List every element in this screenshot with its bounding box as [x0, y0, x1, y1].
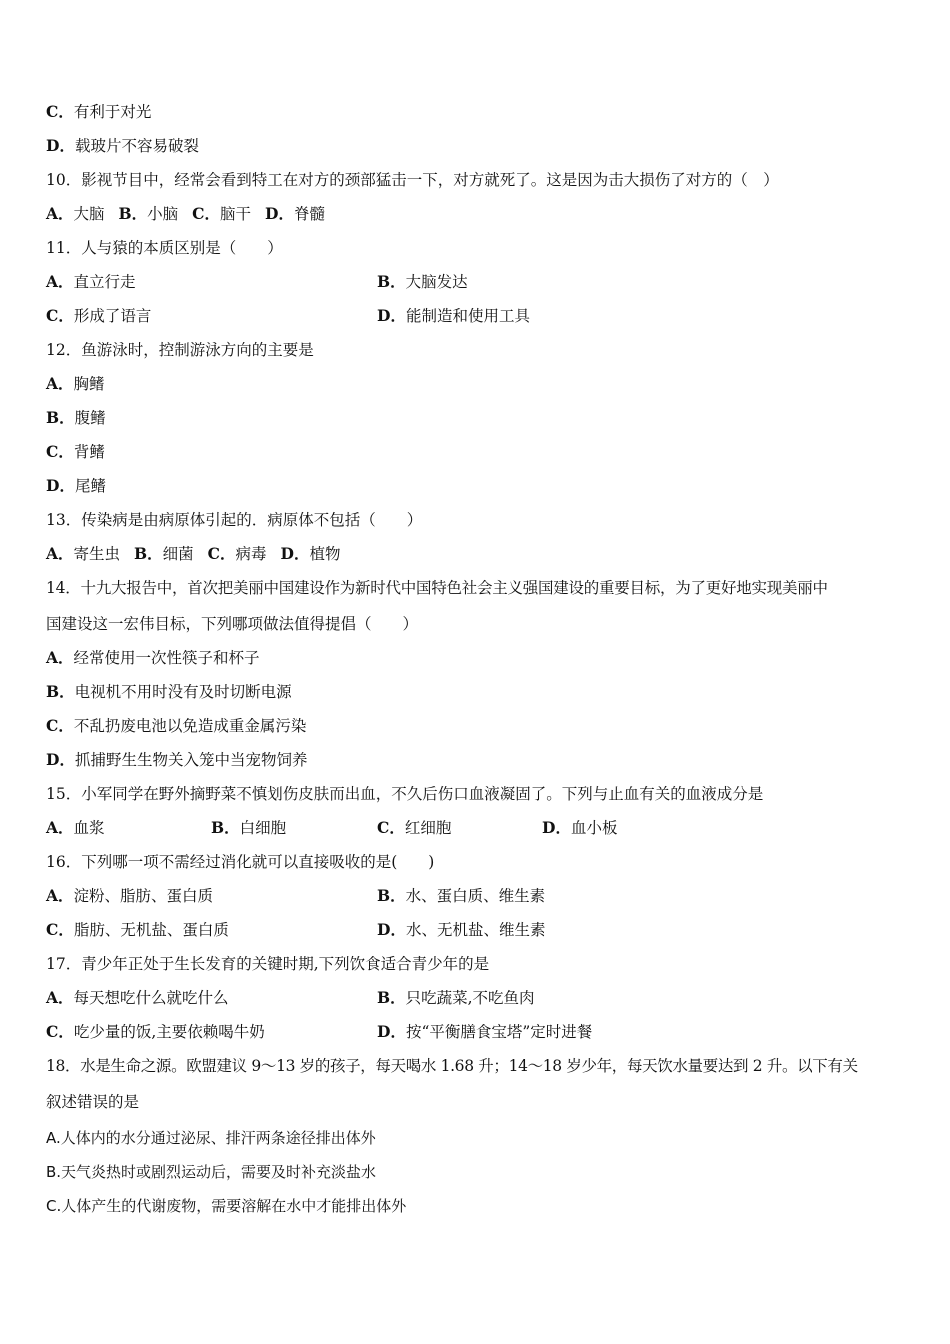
- question-16: 16．下列哪一项不需经过消化就可以直接吸收的是( ): [46, 853, 435, 871]
- option-label: D．: [46, 136, 75, 155]
- option-a: A．每天想吃什么就吃什么: [46, 988, 229, 1007]
- option-c: C.人体产生的代谢废物，需要溶解在水中才能排出体外: [46, 1197, 407, 1215]
- option-d: D．按“平衡膳食宝塔”定时进餐: [377, 1022, 593, 1041]
- question-14-line2: 国建设这一宏伟目标，下列哪项做法值得提倡（ ）: [46, 615, 419, 633]
- question-15: 15．小军同学在野外摘野菜不慎划伤皮肤而出血，不久后伤口血液凝固了。下列与止血有关的血液成分是: [46, 785, 764, 803]
- question-18-line1: 18．水是生命之源。欧盟建议 9～13 岁的孩子，每天喝水 1.68 升；14～18 岁少年，每天饮水量要达到 2 升。以下有关: [46, 1057, 858, 1075]
- option-c: C．脑干: [192, 204, 252, 223]
- option-d: D．血小板: [542, 818, 618, 837]
- question-10: 10．影视节目中，经常会看到特工在对方的颈部猛击一下，对方就死了。这是因为击大损伤了对方的（ ）: [46, 171, 779, 189]
- option-c: C．不乱扔废电池以免造成重金属污染: [46, 716, 307, 735]
- option-a: A.人体内的水分通过泌尿、排汗两条途径排出体外: [46, 1129, 376, 1147]
- option-b: B．腹鳍: [46, 408, 106, 427]
- option-b: B．大脑发达: [377, 272, 468, 291]
- option-b: B．细菌: [134, 544, 194, 563]
- option-b: B．电视机不用时没有及时切断电源: [46, 682, 292, 701]
- option-b: B．小脑: [118, 204, 179, 223]
- option-d: D．脊髓: [265, 204, 325, 223]
- question-13: 13．传染病是由病原体引起的．病原体不包括（ ）: [46, 511, 423, 529]
- option-b: B．水、蛋白质、维生素: [377, 886, 546, 905]
- option-d: D．植物: [280, 544, 341, 563]
- option-a: A．寄生虫: [46, 544, 121, 563]
- question-13-options: [46, 543, 355, 565]
- option-b: B.天气炎热时或剧烈运动后，需要及时补充淡盐水: [46, 1163, 377, 1181]
- question-10-options: [46, 203, 339, 225]
- question-14-line1: 14．十九大报告中，首次把美丽中国建设作为新时代中国特色社会主义强国建设的重要目标，为了更好地实现美丽中: [46, 579, 828, 597]
- option-a: A．血浆: [46, 818, 105, 837]
- option-c: C．病毒: [207, 544, 267, 563]
- option-a: A．经常使用一次性筷子和杯子: [46, 648, 260, 667]
- option-d: D．尾鳍: [46, 476, 106, 495]
- option-text: 有利于对光: [73, 103, 152, 121]
- option-b: B．白细胞: [211, 818, 287, 837]
- option-a: A．大脑: [46, 204, 105, 223]
- question-18-line2: 叙述错误的是: [46, 1093, 140, 1111]
- option-d: D．能制造和使用工具: [377, 306, 530, 325]
- option-a: A．淀粉、脂肪、蛋白质: [46, 886, 214, 905]
- option-text: 载玻片不容易破裂: [74, 137, 199, 155]
- option-a: A．直立行走: [46, 272, 136, 291]
- option-c-prev: [46, 101, 151, 123]
- question-11: 11．人与猿的本质区别是（ ）: [46, 239, 283, 257]
- question-12: 12．鱼游泳时，控制游泳方向的主要是: [46, 341, 314, 359]
- option-c: C．红细胞: [377, 818, 452, 837]
- option-d: D．抓捕野生生物关入笼中当宠物饲养: [46, 750, 308, 769]
- option-c: C．脂肪、无机盐、蛋白质: [46, 920, 229, 939]
- option-c: C．形成了语言: [46, 306, 152, 325]
- question-17: 17．青少年正处于生长发育的关键时期,下列饮食适合青少年的是: [46, 955, 490, 973]
- option-c: C．背鳍: [46, 442, 105, 461]
- option-a: A．胸鳍: [46, 374, 105, 393]
- option-b: B．只吃蔬菜,不吃鱼肉: [377, 988, 535, 1007]
- option-c: C．吃少量的饭,主要依赖喝牛奶: [46, 1022, 265, 1041]
- option-label: C．: [46, 102, 74, 121]
- option-d-prev: [46, 135, 199, 157]
- option-d: D．水、无机盐、维生素: [377, 920, 546, 939]
